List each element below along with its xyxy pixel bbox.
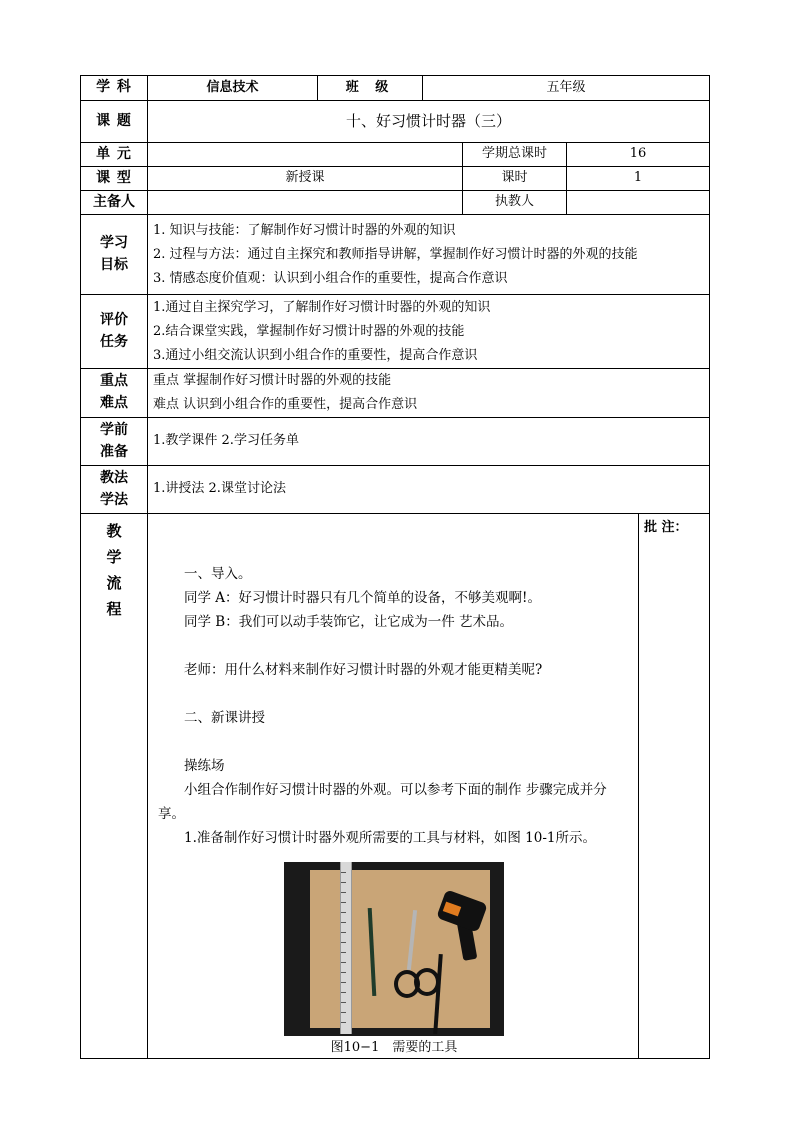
topic-row <box>81 101 710 143</box>
total-hours-label: 学期总课时 <box>463 143 567 167</box>
new-lesson-heading: 二、新课讲授 <box>184 710 265 726</box>
unit-label: 单 元 <box>81 143 148 167</box>
student-a-line: 同学 A：好习惯计时器只有几个简单的设备，不够美观啊!。 <box>184 590 541 606</box>
subject-value: 信息技术 <box>148 76 318 101</box>
lesson-plan-table <box>80 75 710 1059</box>
methods-value: 1.讲授法 2.课堂讨论法 <box>148 466 710 514</box>
flow-label-char: 流 <box>106 574 122 592</box>
class-label: 班 级 <box>318 76 423 101</box>
objective-item: 3. 情感态度价值观：认识到小组合作的重要性，提高合作意识 <box>153 270 508 286</box>
lesson-type-value: 新授课 <box>148 167 463 191</box>
preparation-label <box>81 418 148 466</box>
figure-caption: 图10−1 需要的工具 <box>330 1040 458 1055</box>
evaluation-item: 2.结合课堂实践，掌握制作好习惯计时器的外观的技能 <box>153 323 465 339</box>
key-points-label-line-2: 难点 <box>100 395 128 411</box>
topic-value: 十、好习惯计时器（三） <box>148 101 710 143</box>
evaluation-content <box>148 295 710 369</box>
methods-label-line-1: 教法 <box>100 469 128 486</box>
unit-value <box>148 143 463 167</box>
flow-label-char: 程 <box>106 600 122 618</box>
objective-item: 1. 知识与技能：了解制作好习惯计时器的外观的知识 <box>153 222 456 238</box>
period-value: 1 <box>567 167 710 191</box>
objectives-label-line-1: 学习 <box>100 234 128 251</box>
tools-figure <box>284 862 504 1058</box>
total-hours-value: 16 <box>567 143 710 167</box>
notes-label: 批 注： <box>644 520 688 535</box>
evaluation-row <box>81 295 710 369</box>
key-points-content <box>148 369 710 418</box>
evaluation-label-line-1: 评价 <box>100 311 128 328</box>
ruler-image <box>340 862 352 1034</box>
objectives-row <box>81 215 710 295</box>
key-points-label <box>81 369 148 418</box>
practice-heading: 操练场 <box>184 758 225 774</box>
preparation-label-line-1: 学前 <box>100 421 128 438</box>
lesson-type-row <box>81 167 710 191</box>
student-b-line: 同学 B：我们可以动手装饰它，让它成为一件 艺术品。 <box>184 614 514 630</box>
preparation-value: 1.教学课件 2.学习任务单 <box>148 418 710 466</box>
subject-label: 学 科 <box>81 76 148 101</box>
intro-heading: 一、导入。 <box>184 566 252 582</box>
objectives-content <box>148 215 710 295</box>
teacher-label: 执教人 <box>463 191 567 215</box>
difficult-point: 难点 认识到小组合作的重要性，提高合作意识 <box>153 397 418 412</box>
period-label: 课时 <box>463 167 567 191</box>
topic-label: 课 题 <box>81 101 148 143</box>
flow-label-char: 教 <box>106 522 122 540</box>
objectives-label-line-2: 目标 <box>100 256 128 273</box>
evaluation-item: 3.通过小组交流认识到小组合作的重要性，提高合作意识 <box>153 347 478 363</box>
class-value: 五年级 <box>423 76 710 101</box>
tools-photo <box>284 862 504 1036</box>
flow-label <box>81 514 148 1059</box>
preparation-row <box>81 418 710 466</box>
preparer-value <box>148 191 463 215</box>
objectives-label <box>81 215 148 295</box>
methods-label <box>81 466 148 514</box>
preparation-label-line-2: 准备 <box>100 443 128 460</box>
lesson-type-label: 课 型 <box>81 167 148 191</box>
flow-label-char: 学 <box>106 548 122 566</box>
teacher-line: 老师：用什么材料来制作好习惯计时器的外观才能更精美呢? <box>184 662 543 678</box>
step-1-text: 1.准备制作好习惯计时器外观所需要的工具与材料，如图 10-1所示。 <box>184 830 596 846</box>
key-points-label-line-1: 重点 <box>100 373 128 390</box>
preparer-row <box>81 191 710 215</box>
evaluation-label-line-2: 任务 <box>100 333 128 350</box>
practice-text: 小组合作制作好习惯计时器的外观。可以参考下面的制作 步骤完成并分 <box>184 782 607 798</box>
notes-column <box>639 514 710 1059</box>
evaluation-item: 1.通过自主探究学习，了解制作好习惯计时器的外观的知识 <box>153 299 491 315</box>
methods-row <box>81 466 710 514</box>
teacher-value <box>567 191 710 215</box>
unit-row <box>81 143 710 167</box>
evaluation-label <box>81 295 148 369</box>
practice-text-end: 享。 <box>158 806 185 822</box>
flow-content <box>148 514 639 1059</box>
methods-label-line-2: 学法 <box>100 491 128 508</box>
key-points-row <box>81 369 710 418</box>
flow-row <box>81 514 710 1059</box>
objective-item: 2. 过程与方法：通过自主探究和教师指导讲解，掌握制作好习惯计时器的外观的技能 <box>153 246 638 262</box>
subject-row <box>81 76 710 101</box>
key-point: 重点 掌握制作好习惯计时器的外观的技能 <box>153 373 392 388</box>
preparer-label: 主备人 <box>81 191 148 215</box>
